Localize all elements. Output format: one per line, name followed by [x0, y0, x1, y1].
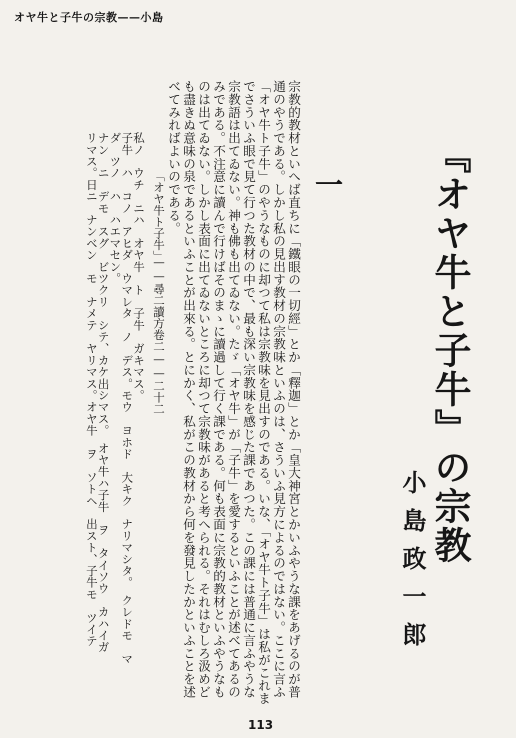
- author-name: 小島政一郎: [398, 470, 427, 660]
- running-head: オヤ牛と子牛の宗教——小島: [14, 11, 164, 24]
- article-title: 『オヤ牛と子牛』の宗教: [428, 136, 472, 565]
- section-number: 一: [311, 170, 344, 198]
- quoted-lesson-text: [24, 132, 144, 712]
- page-header: [0, 0, 200, 28]
- quoted-lesson-source: ——尋二讀方卷二——二十二: [152, 255, 166, 415]
- body-paragraph: 宗教的教材といへば直ちに「鐵眼の一切經」とか「釋迦」とか「皇大神宮とかいふやうな課をあげるのが普通のやうである。しかし私の見出す教材の宗教味といふのは、さういふ見方によるのではない。ここに言ふ「オヤ牛ト子牛」のやうなものに却つて私は宗教味を見出すのである。いな、「オヤ牛ト子牛」は私がこれまでさういふ眼で見て行つた教材の中で、最も深い宗教味を感じた課であつた。この課には普通に言ふやうな宗教語は出てゐない。神も佛も出てゐない。たゞ「オヤ牛」が「子牛」を愛するといふことが述べてあるのみである。不注意に讀んで行けばそのまゝに讀過して行く課である。何も表面に宗教的教材といふやうなものは出てゐない。しかし表面に出てゐないところに却つて宗教味があると考へられる。それはむしろ汲めども盡きぬ意味の泉であるといふことが出來る。とにかく、私がこの教材から何を發見したかといふことを述べてみればよいのである。: [166, 80, 301, 705]
- quoted-line: ナン ニ デモ スグ ビツクリ シテ、カケ出シマス。 オヤ牛ハ子牛 ヲ タイソウ カハイガ: [96, 132, 111, 653]
- quoted-line: 私ノ ウチ ニハ オヤ牛 ト 子牛 ガキマス。: [132, 132, 146, 402]
- page-number: 113: [248, 718, 274, 732]
- quoted-lesson-title: 「オヤ牛ト子牛」: [152, 170, 166, 262]
- quoted-line: リマス。日ニ ナンベン モ ナメテ ヤリマス。オヤ牛 ヲ ソトヘ 出スト、子牛モ ツイテ: [84, 132, 99, 647]
- quoted-line: 子牛 ハ コノ アヒダ ウマレタ ノ デス。モウ ヨホド 大キク ナリマシタ。 クレドモ マ: [120, 132, 135, 665]
- article-body: [166, 80, 301, 710]
- quoted-line: ダ ツノ ハ ハエマセン。: [108, 132, 123, 285]
